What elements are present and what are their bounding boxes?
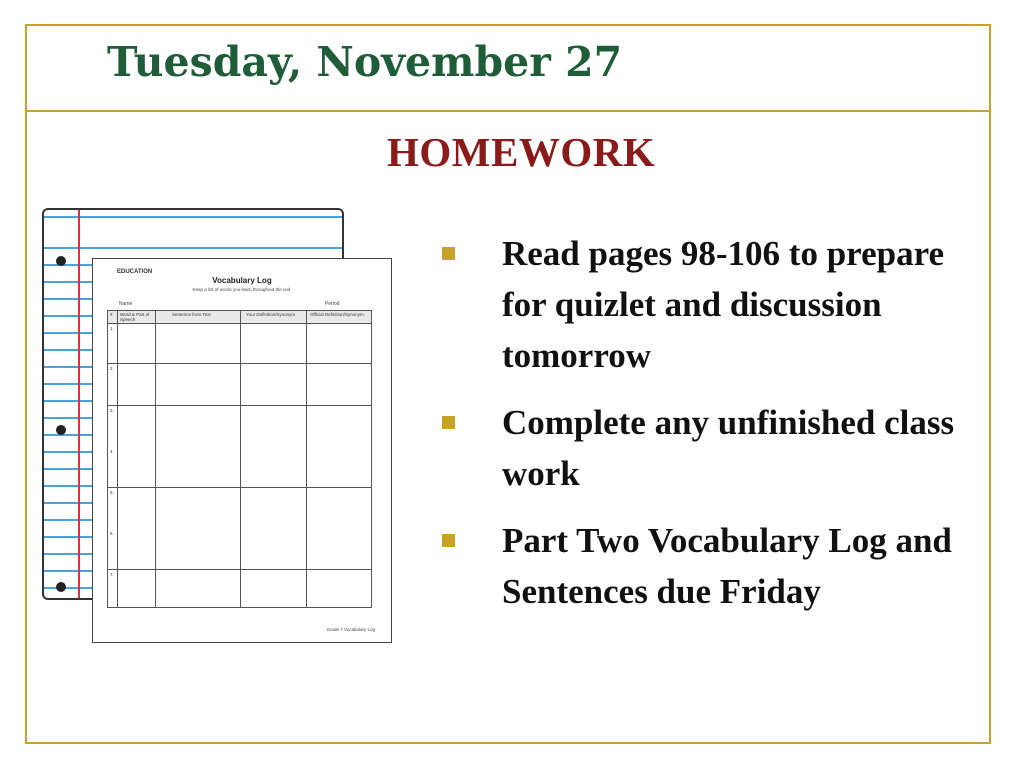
- row-number: 6.: [110, 531, 114, 536]
- worksheet-footer: Grade 7 Vocabulary Log: [326, 627, 375, 632]
- column-divider: [306, 311, 307, 607]
- notebook-illustration: [40, 208, 400, 658]
- column-divider: [240, 311, 241, 607]
- row-number: 7.: [110, 572, 114, 577]
- column-divider: [155, 311, 156, 607]
- square-bullet-icon: [442, 534, 455, 547]
- worksheet-period-label: Period: [325, 301, 340, 307]
- header-cell: Your Definition/Synonym: [246, 312, 296, 317]
- column-divider: [117, 311, 118, 607]
- margin-line: [78, 210, 80, 598]
- row-divider: [108, 487, 371, 488]
- homework-list: [440, 228, 960, 633]
- header-cell: Word & Part of Speech: [120, 312, 150, 322]
- worksheet-title: Vocabulary Log: [212, 276, 272, 285]
- header-cell: Sentence from Text: [172, 312, 211, 317]
- row-divider: [108, 405, 371, 406]
- header-cell: Official Definition/Synonym: [310, 312, 364, 317]
- binder-hole: [56, 256, 66, 266]
- homework-item-text: Part Two Vocabulary Log and Sentences due Friday: [502, 521, 952, 611]
- worksheet-logo: EDUCATION: [117, 269, 153, 275]
- worksheet-subtitle: Keep a list of words you learn throughout the unit.: [192, 287, 292, 292]
- row-number: 4.: [110, 449, 114, 454]
- row-divider: [108, 363, 371, 364]
- row-divider: [108, 569, 371, 570]
- homework-item: [440, 515, 960, 617]
- binder-hole: [56, 582, 66, 592]
- binder-hole: [56, 425, 66, 435]
- row-number: 3.: [110, 408, 114, 413]
- square-bullet-icon: [442, 416, 455, 429]
- square-bullet-icon: [442, 247, 455, 260]
- worksheet-table: [107, 310, 372, 608]
- header-cell: #: [110, 312, 113, 317]
- vocabulary-log-worksheet: [92, 258, 392, 643]
- row-number: 5.: [110, 490, 114, 495]
- slide-title: Tuesday, November 27: [107, 38, 623, 86]
- homework-item-text: Read pages 98-106 to prepare for quizlet and discussion tomorrow: [502, 234, 945, 375]
- row-number: 1.: [110, 326, 114, 331]
- homework-heading: HOMEWORK: [387, 129, 656, 175]
- title-bar: [27, 26, 989, 112]
- homework-item: [440, 397, 960, 499]
- row-number: 2.: [110, 366, 114, 371]
- worksheet-name-label: Name: [119, 301, 133, 307]
- homework-item: [440, 228, 960, 381]
- homework-item-text: Complete any unfinished class work: [502, 403, 955, 493]
